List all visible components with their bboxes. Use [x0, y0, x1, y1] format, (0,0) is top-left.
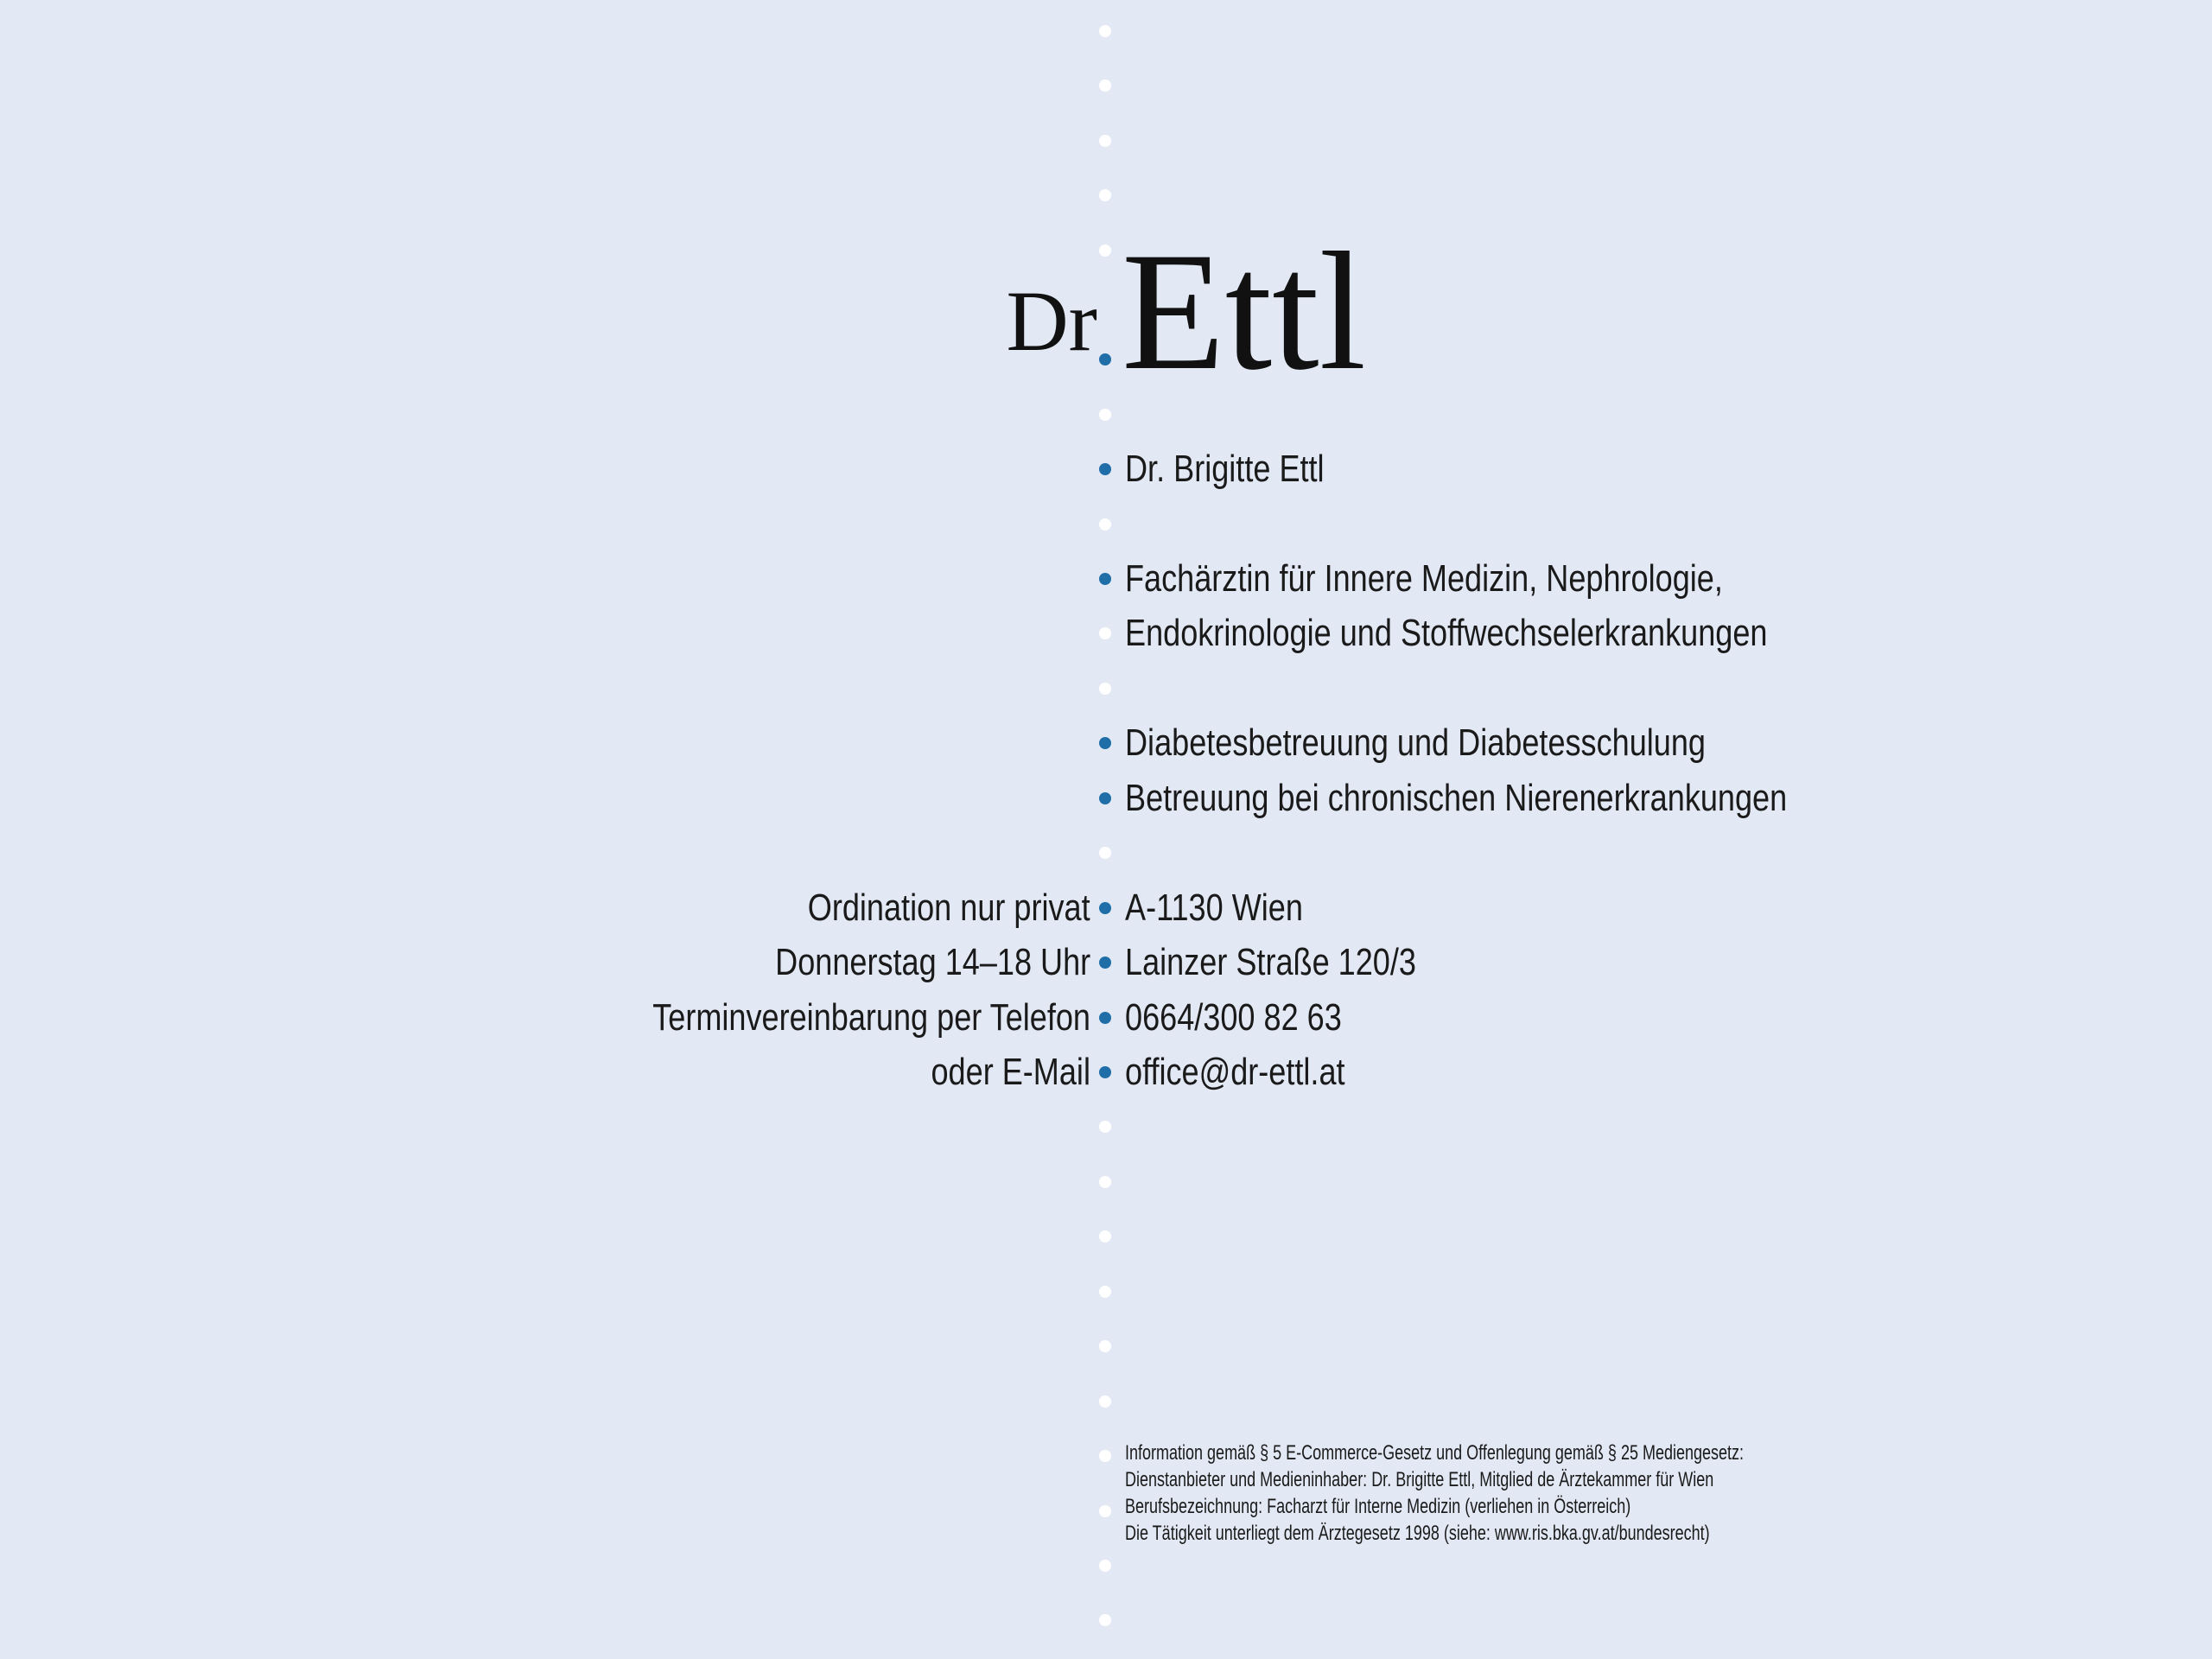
- address-street: Lainzer Straße 120/3: [1125, 941, 1416, 983]
- divider-dot: [1099, 135, 1111, 147]
- service-item: Betreuung bei chronischen Nierenerkrankungen: [1125, 777, 1788, 819]
- doctor-name: Dr. Brigitte Ettl: [1125, 448, 1325, 490]
- appointment-note-email: oder E-Mail: [931, 1051, 1090, 1093]
- office-hours-note: Ordination nur privat: [808, 887, 1090, 929]
- divider-dot: [1099, 79, 1111, 92]
- logo-dot: [1099, 353, 1111, 365]
- bullet-dot: [1099, 463, 1111, 475]
- divider-dot: [1099, 1176, 1111, 1188]
- divider-dot: [1099, 1505, 1111, 1517]
- divider-dot: [1099, 189, 1111, 201]
- phone-number[interactable]: 0664/300 82 63: [1125, 996, 1342, 1039]
- divider-dot: [1099, 409, 1111, 421]
- divider-dot: [1099, 683, 1111, 695]
- divider-dot: [1099, 25, 1111, 37]
- divider-dot: [1099, 847, 1111, 859]
- bullet-dot: [1099, 737, 1111, 749]
- bullet-dot: [1099, 957, 1111, 969]
- appointment-note: Terminvereinbarung per Telefon: [652, 996, 1090, 1039]
- bullet-dot: [1099, 902, 1111, 914]
- divider-dot: [1099, 1340, 1111, 1352]
- divider-dot: [1099, 518, 1111, 531]
- legal-line: Berufsbezeichnung: Facharzt für Interne Medizin (verliehen in Österreich): [1125, 1495, 1631, 1518]
- divider-dot: [1099, 1560, 1111, 1572]
- divider-dot: [1099, 1230, 1111, 1243]
- divider-dot: [1099, 1395, 1111, 1408]
- address-city: A-1130 Wien: [1125, 887, 1303, 929]
- service-item: Diabetesbetreuung und Diabetesschulung: [1125, 721, 1706, 764]
- legal-line: Dienstanbieter und Medieninhaber: Dr. Brigitte Ettl, Mitglied de Ärztekammer für Wien: [1125, 1468, 1714, 1491]
- divider-dot: [1099, 1121, 1111, 1133]
- divider-dot: [1099, 245, 1111, 257]
- specialty-line-1: Fachärztin für Innere Medizin, Nephrologie,: [1125, 557, 1723, 600]
- specialty-line-2: Endokrinologie und Stoffwechselerkrankungen: [1125, 612, 1768, 654]
- divider-dot: [1099, 1614, 1111, 1626]
- divider-dot: [1099, 1450, 1111, 1462]
- bullet-dot: [1099, 1066, 1111, 1078]
- divider-dot: [1099, 627, 1111, 639]
- legal-line[interactable]: Die Tätigkeit unterliegt dem Ärztegesetz 1998 (siehe: www.ris.bka.gv.at/bundesrecht): [1125, 1522, 1710, 1545]
- logo-prefix: Dr: [1006, 273, 1097, 369]
- email-link[interactable]: office@dr-ettl.at: [1125, 1051, 1345, 1093]
- legal-line: Information gemäß § 5 E-Commerce-Gesetz und Offenlegung gemäß § 25 Mediengesetz:: [1125, 1441, 1745, 1465]
- logo-name: Ettl: [1122, 218, 1367, 405]
- bullet-dot: [1099, 1012, 1111, 1024]
- divider-dot: [1099, 1286, 1111, 1298]
- bullet-dot: [1099, 792, 1111, 804]
- bullet-dot: [1099, 573, 1111, 585]
- office-hours-time: Donnerstag 14–18 Uhr: [774, 941, 1090, 983]
